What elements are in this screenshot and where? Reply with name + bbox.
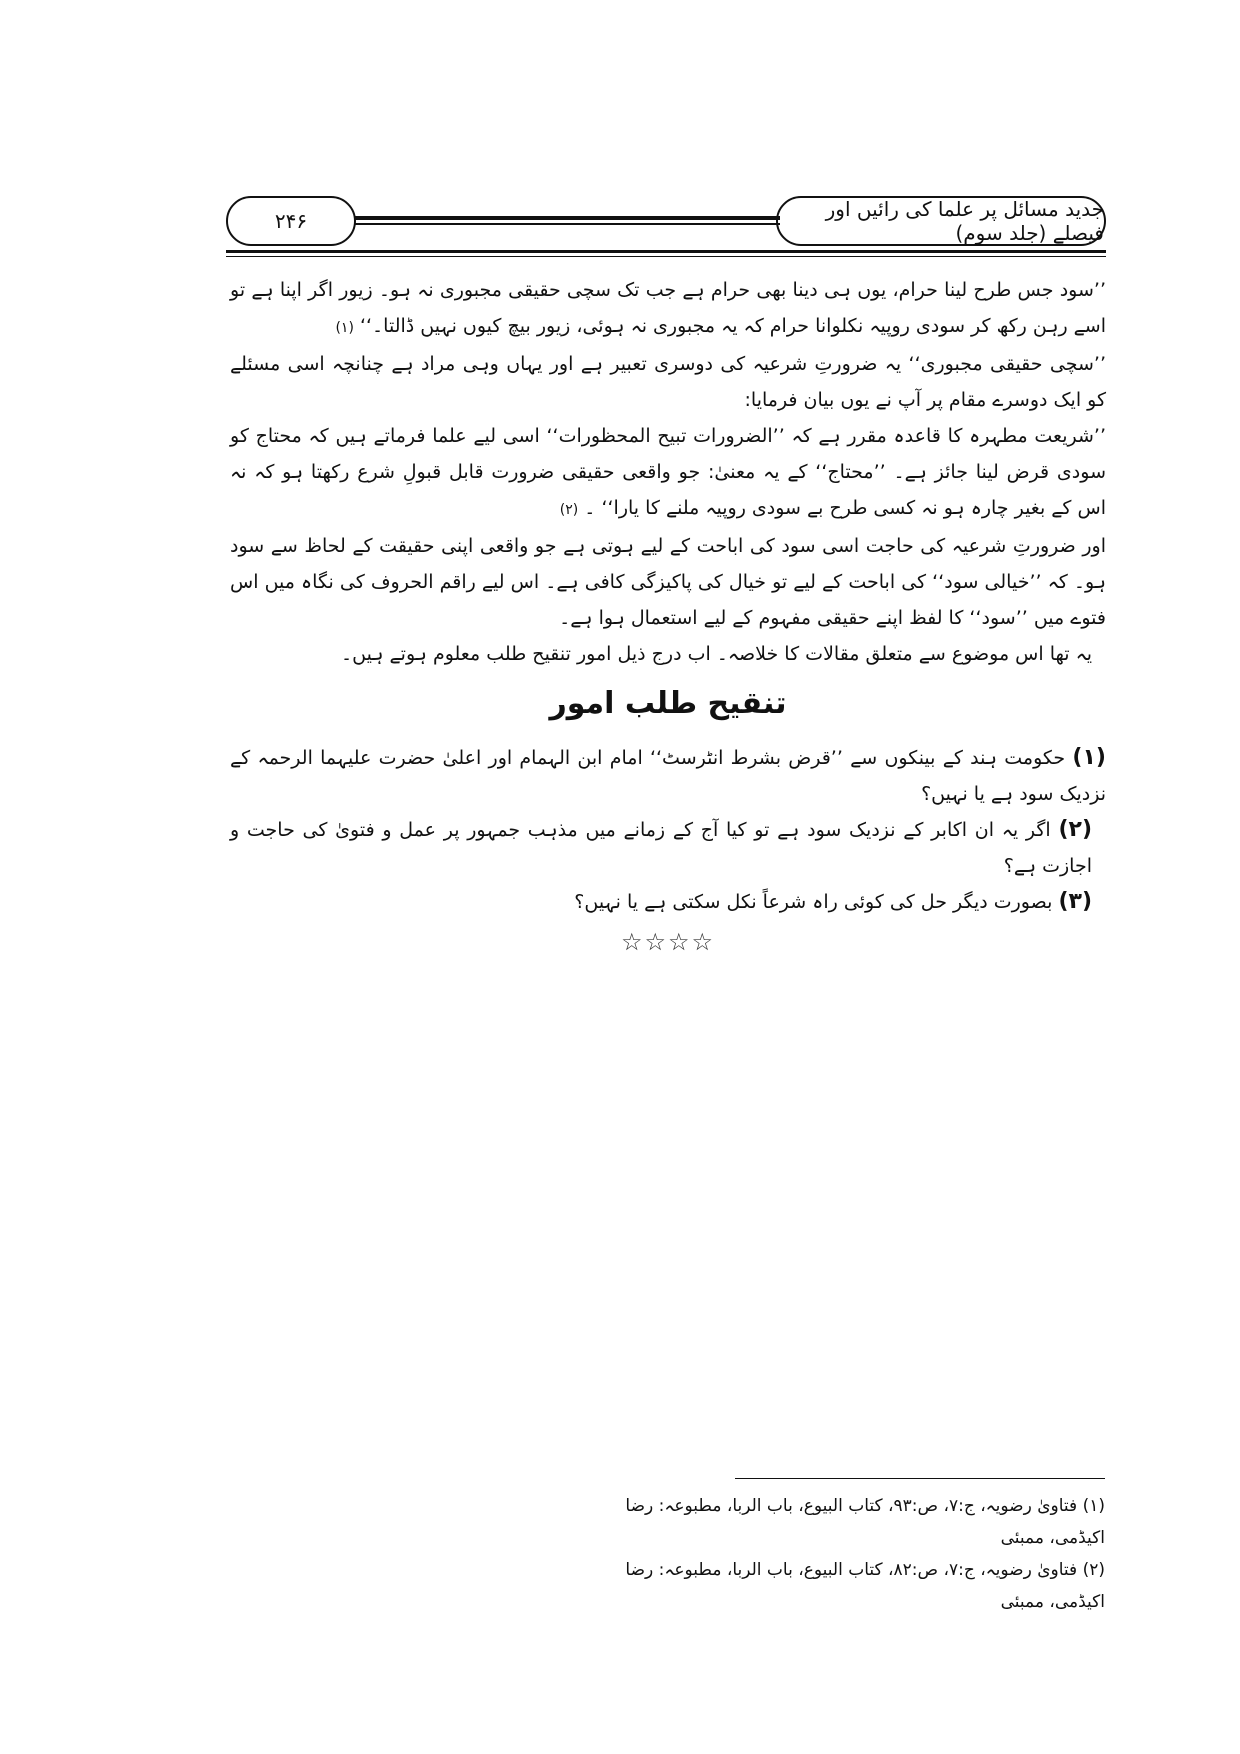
footnote-number: (۱) [1082,1496,1105,1516]
footnote-text: فتاویٰ رضویہ، ج:۷، ص:۹۳، کتاب البیوع، باب الربا، مطبوعہ: رضا اکیڈمی، ممبئی [625,1496,1105,1548]
question-number: (۲) [1058,817,1092,842]
question-number: (۱) [1072,745,1106,770]
footnote-text: فتاویٰ رضویہ، ج:۷، ص:۸۲، کتاب البیوع، باب الربا، مطبوعہ: رضا اکیڈمی، ممبئی [625,1560,1105,1612]
book-title: جدید مسائل پر علما کی رائیں اور فیصلے (جلد سوم) [776,196,1106,246]
paragraph-text: ’’شریعت مطہرہ کا قاعدہ مقرر ہے کہ ’’الضرورات تبیح المحظورات‘‘ اسی لیے علما فرماتے ہیں کہ محتاج کو سودی قرض لینا جائز ہے۔ ’’محتاج‘‘ کے یہ معنیٰ: جو واقعی حقیقی ضرورت قابل قبولِ شرع رکھتا ہو کہ نہ اس کے بغیر چارہ ہو نہ کسی طرح بے سودی روپیہ ملنے کا یارا‘‘ ۔ [230,425,1106,519]
section-heading: تنقیح طلب امور [549,686,787,721]
question-text: حکومت ہند کے بینکوں سے ’’قرض بشرط انٹرسٹ‘‘ امام ابن الہمام اور اعلیٰ حضرت علیہما الرحمہ کے نزدیک سود ہے یا نہیں؟ [230,747,1106,805]
header-rule-thick [352,216,780,220]
footnote-2 [600,1554,1105,1618]
footnote-rule [735,1478,1105,1479]
paragraph-text: اور ضرورتِ شرعیہ کی حاجت اسی سود کی اباحت کے لیے ہوتی ہے جو واقعی اپنی حقیقت کے لحاظ سے سود ہو۔ کہ ’’خیالی سود‘‘ کی اباحت کے لیے تو خیال کی پاکیزگی کافی ہے۔ اس لیے راقم الحروف کی نگاہ میں اس فتوے میں ’’سود‘‘ کا لفظ اپنے حقیقی مفہوم کے لیے استعمال ہوا ہے۔ [230,535,1106,629]
paragraph-2 [230,346,1106,418]
paragraph-quote-2 [230,418,1106,528]
page-header [226,196,1106,266]
header-underline-thick [226,250,1106,253]
header-rule [352,216,780,226]
paragraph-text: ’’سچی حقیقی مجبوری‘‘ یہ ضرورتِ شرعیہ کی دوسری تعبیر ہے اور یہاں وہی مراد ہے چنانچہ اسی مسئلے کو ایک دوسرے مقام پر آپ نے یوں بیان فرمایا: [230,353,1106,411]
question-3 [230,884,1106,920]
paragraph-5 [230,636,1106,672]
question-text: اگر یہ ان اکابر کے نزدیک سود ہے تو کیا آج کے زمانے میں مذہب جمہور پر عمل و فتویٰ کی حاجت و اجازت ہے؟ [230,819,1092,877]
question-text: بصورت دیگر حل کی کوئی راہ شرعاً نکل سکتی ہے یا نہیں؟ [574,891,1053,913]
header-underline-thin [226,256,1106,257]
footnotes [600,1490,1105,1618]
footnote-number: (۲) [1082,1560,1105,1580]
question-1 [230,740,1106,812]
header-rule-thin [352,223,780,225]
paragraph-text: یہ تھا اس موضوع سے متعلق مقالات کا خلاصہ۔ اب درج ذیل امور تنقیح طلب معلوم ہوتے ہیں۔ [341,643,1092,665]
page-number: ۲۴۶ [226,196,356,246]
paragraph-text: ’’سود جس طرح لینا حرام، یوں ہی دینا بھی حرام ہے جب تک سچی حقیقی مجبوری نہ ہو۔ زیور اگر اپنا ہے تو اسے رہن رکھ کر سودی روپیہ نکلوانا حرام کہ یہ مجبوری نہ ہوئی، زیور بیچ کیوں نہیں ڈالتا۔‘‘ [230,279,1106,337]
footnote-1 [600,1490,1105,1554]
paragraph-quote-1 [230,272,1106,346]
question-2 [230,812,1106,884]
question-number: (۳) [1058,889,1092,914]
body-text [230,272,1106,960]
paragraph-4 [230,528,1106,636]
star-separator: ☆☆☆☆ [620,928,716,956]
footnote-ref: (۱) [335,320,354,336]
footnote-ref: (۲) [559,502,579,518]
